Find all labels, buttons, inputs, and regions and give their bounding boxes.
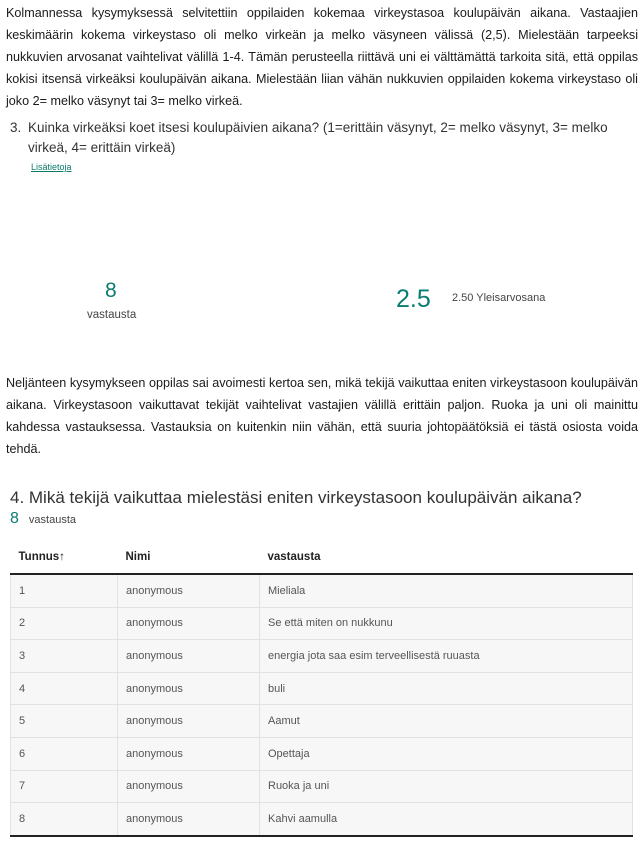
row-id: 7 bbox=[11, 770, 118, 803]
column-header-response[interactable]: vastausta bbox=[260, 540, 633, 574]
responses-count: 8 bbox=[10, 510, 19, 527]
row-id: 4 bbox=[11, 672, 118, 705]
sort-ascending-icon: ↑ bbox=[59, 550, 65, 563]
table-row bbox=[11, 770, 633, 803]
average-label: 2.50 Yleisarvosana bbox=[452, 292, 546, 304]
row-response: buli bbox=[260, 672, 633, 705]
table-row bbox=[11, 705, 633, 738]
row-id: 2 bbox=[11, 607, 118, 640]
row-response: Opettaja bbox=[260, 737, 633, 770]
row-id: 3 bbox=[11, 640, 118, 673]
row-name: anonymous bbox=[118, 737, 260, 770]
table-header-row bbox=[11, 540, 633, 574]
row-response: Mieliala bbox=[260, 574, 633, 607]
table-row bbox=[11, 737, 633, 770]
column-header-label: Tunnus bbox=[18, 550, 60, 563]
row-name: anonymous bbox=[118, 640, 260, 673]
responses-table bbox=[10, 540, 633, 837]
table-row bbox=[11, 640, 633, 673]
row-response: energia jota saa esim terveellisestä ruuasta bbox=[260, 640, 633, 673]
table-row bbox=[11, 607, 633, 640]
responses-label: vastausta bbox=[28, 514, 76, 526]
row-name: anonymous bbox=[118, 607, 260, 640]
row-response: Aamut bbox=[260, 705, 633, 738]
question-4-responses bbox=[10, 510, 76, 528]
table-row bbox=[11, 803, 633, 836]
responses-label: vastausta bbox=[87, 309, 137, 321]
row-name: anonymous bbox=[118, 705, 260, 738]
responses-count: 8 bbox=[105, 279, 117, 302]
intro-paragraph: Kolmannessa kysymyksessä selvitettiin oppilaiden kokemaa virkeystasoa koulupäivän aikana. Vastaajien keskimäärin kokema virkeystaso oli melko virkeän ja melko väsyneen välissä (2,5). Mielestään tarpeeksi nukkuvien arvosanat vaihtelivat välillä 1-4. Tämän perusteella riittävä uni ei välttämättä tarkoita sitä, että oppilas kokisi itsensä virkeäksi koulupäivän aikana. Mielestään liian vähän nukkuvien oppilaiden kokema virkeystaso oli joko 2= melko väsynyt tai 3= melko virkeä. bbox=[6, 6, 638, 108]
table-row bbox=[11, 574, 633, 607]
more-info-link[interactable]: Lisätietoja bbox=[31, 162, 72, 172]
row-id: 5 bbox=[11, 705, 118, 738]
column-header-name[interactable]: Nimi bbox=[118, 540, 260, 574]
row-id: 6 bbox=[11, 737, 118, 770]
row-name: anonymous bbox=[118, 574, 260, 607]
question-4-title: 4. Mikä tekijä vaikuttaa mielestäsi eniten virkeystasoon koulupäivän aikana? bbox=[10, 488, 582, 507]
question-text: Kuinka virkeäksi koet itsesi koulupäivien aikana? (1=erittäin väsynyt, 2= melko väsynyt, 3= melko virkeä, 4= erittäin virkeä) bbox=[28, 120, 608, 155]
average-value: 2.5 bbox=[396, 285, 431, 313]
column-header-id[interactable] bbox=[11, 540, 118, 574]
row-response: Ruoka ja uni bbox=[260, 770, 633, 803]
row-id: 1 bbox=[11, 574, 118, 607]
analysis-paragraph: Neljänteen kysymykseen oppilas sai avoimesti kertoa sen, mikä tekijä vaikuttaa eniten virkeystasoon koulupäivän aikana. Virkeystasoon vaikuttavat tekijät vaihtelivat vastajien välillä erittäin paljon. Ruoka ja uni oli mainittu kahdessa vastauksessa. Vastauksia on kuitenkin niin vähän, että suuria johtopäätöksiä ei tästä osiosta voida tehdä. bbox=[6, 376, 638, 456]
row-name: anonymous bbox=[118, 770, 260, 803]
row-response: Se että miten on nukkunu bbox=[260, 607, 633, 640]
row-name: anonymous bbox=[118, 672, 260, 705]
row-id: 8 bbox=[11, 803, 118, 836]
question-number: 3. bbox=[10, 120, 22, 135]
row-name: anonymous bbox=[118, 803, 260, 836]
table-row bbox=[11, 672, 633, 705]
row-response: Kahvi aamulla bbox=[260, 803, 633, 836]
question-3-title bbox=[10, 118, 630, 158]
